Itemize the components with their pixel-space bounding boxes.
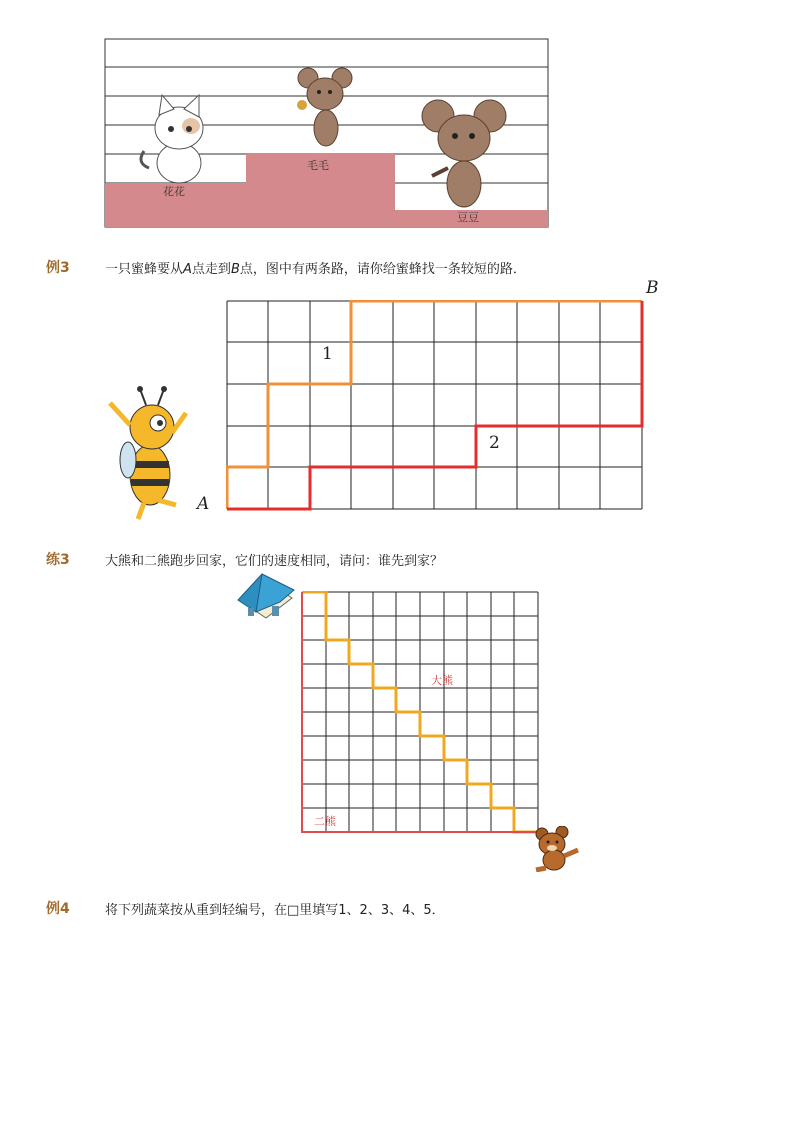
house-illustration	[236, 572, 298, 628]
question-part: 点走到	[191, 262, 231, 277]
cat-name: 花花	[163, 185, 185, 198]
bear-illustration	[530, 826, 582, 872]
height-comparison-figure	[104, 38, 550, 230]
point-a-inline: A	[183, 262, 192, 277]
path-2-number: 2	[489, 433, 500, 453]
bee-path-grid	[226, 300, 644, 512]
mouse-mao-illustration	[297, 68, 352, 146]
practice3-question: 大熊和二熊跑步回家，它们的速度相同，请问：谁先到家？	[105, 554, 444, 569]
mouse-dou-name: 豆豆	[457, 211, 479, 224]
example4-label: 例4	[46, 901, 70, 917]
point-a-label: A	[197, 494, 210, 514]
question-part: 点，图中有两条路，请你给蜜蜂找一条较短的路．	[239, 262, 526, 277]
big-bear-label: 大熊	[431, 674, 453, 687]
practice3-label: 练3	[46, 552, 70, 568]
path-1-number: 1	[322, 344, 333, 364]
point-b-label: B	[646, 278, 659, 298]
cat-illustration	[141, 95, 203, 183]
example3-label: 例3	[46, 260, 70, 276]
example4-question: 将下列蔬菜按从重到轻编号，在□里填写1、2、3、4、5．	[105, 903, 445, 918]
point-b-inline: B	[230, 262, 240, 277]
question-part: 一只蜜蜂要从	[105, 262, 184, 277]
example3-question	[105, 258, 526, 277]
mouse-mao-name: 毛毛	[307, 159, 329, 172]
bear-path-grid	[301, 591, 541, 835]
bee-illustration	[106, 385, 192, 523]
second-bear-label: 二熊	[314, 815, 336, 828]
